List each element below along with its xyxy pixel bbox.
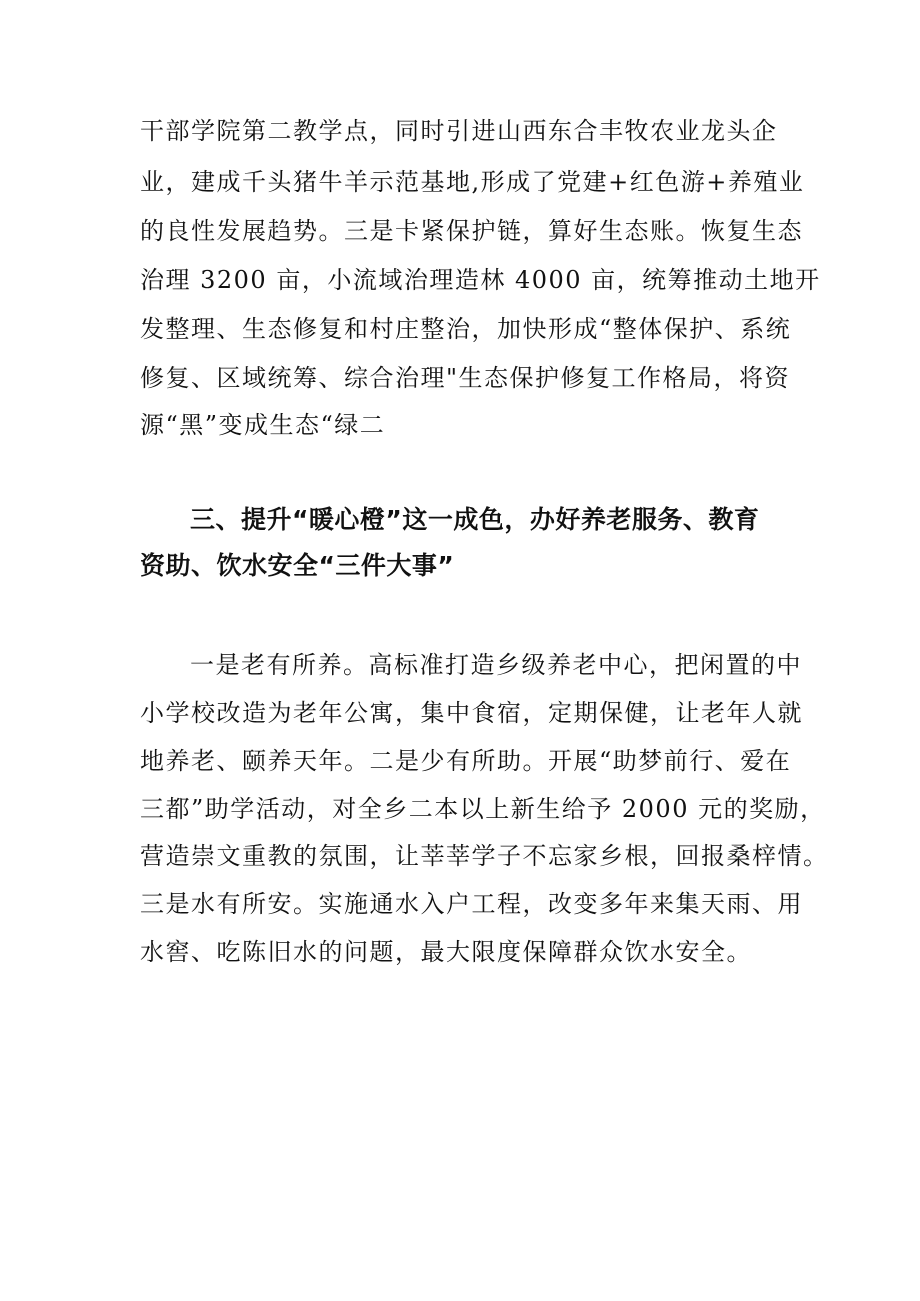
paragraph-line: 治理 3200 亩，小流域治理造林 4000 亩，统筹推动土地开 (140, 266, 821, 294)
paragraph-line: 干部学院第二教学点，同时引进山西东合丰牧农业龙头企 (140, 117, 778, 145)
paragraph-line: 业，建成千头猪牛羊示范基地,形成了党建+红色游+养殖业 (140, 168, 805, 196)
paragraph-line: 水窖、吃陈旧水的问题，最大限度保障群众饮水安全。 (140, 938, 752, 966)
heading-line: 资助、饮水安全“三件大事” (140, 551, 455, 580)
paragraph-line: 小学校改造为老年公寓，集中食宿，定期保健，让老年人就 (140, 699, 803, 727)
heading-line: 三、提升“暖心橙”这一成色，办好养老服务、教育 (190, 505, 760, 534)
paragraph-line: 的良性发展趋势。三是卡紧保护链，算好生态账。恢复生态 (140, 217, 803, 245)
paragraph-line: 修复、区域统筹、综合治理"生态保护修复工作格局，将资 (140, 364, 791, 392)
paragraph-line: 营造崇文重教的氛围，让莘莘学子不忘家乡根，回报桑梓情。 (140, 842, 829, 870)
paragraph-line: 三都”助学活动，对全乡二本以上新生给予 2000 元的奖励， (140, 795, 826, 823)
paragraph-line: 发整理、生态修复和村庄整治，加快形成“整体保护、系统 (140, 315, 792, 343)
paragraph-line: 地养老、颐养天年。二是少有所助。开展“助梦前行、爱在 (140, 747, 792, 775)
paragraph-line: 三是水有所安。实施通水入户工程，改变多年来集天雨、用 (140, 890, 803, 918)
paragraph-line: 一是老有所养。高标准打造乡级养老中心，把闲置的中 (190, 651, 802, 679)
paragraph-line: 源“黑”变成生态“绿二 (140, 411, 386, 439)
